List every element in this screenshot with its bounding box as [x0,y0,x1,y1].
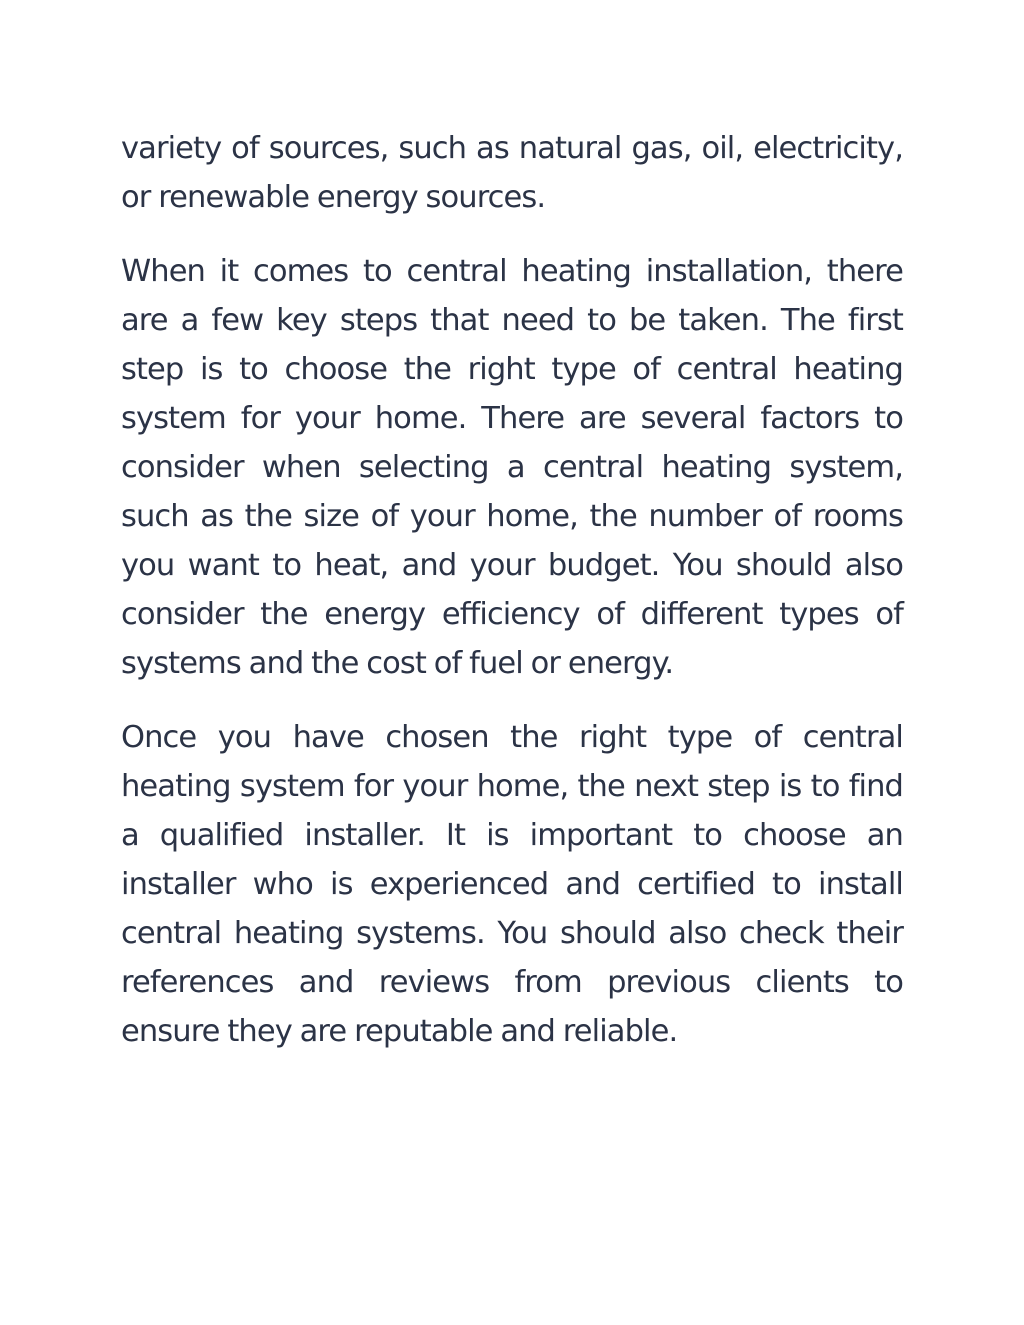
body-text [121,124,903,1081]
paragraph-energy-sources: variety of sources, such as natural gas, oil, electricity, or renewable energy sources. [121,131,903,215]
paragraph-qualified-installer: Once you have chosen the right type of central heating system for your home, the next step is to find a qualified installer. It is important to choose an installer who is experienced and certified to install central heating systems. You should also check their references and reviews from previous clients to ensure they are reputable and reliable. [121,720,903,1049]
paragraph-installation-steps: When it comes to central heating installation, there are a few key steps that need to be taken. The first step is to choose the right type of central heating system for your home. There are several factors to consider when selecting a central heating system, such as the size of your home, the number of rooms you want to heat, and your budget. You should also consider the energy efficiency of different types of systems and the cost of fuel or energy. [121,254,903,681]
